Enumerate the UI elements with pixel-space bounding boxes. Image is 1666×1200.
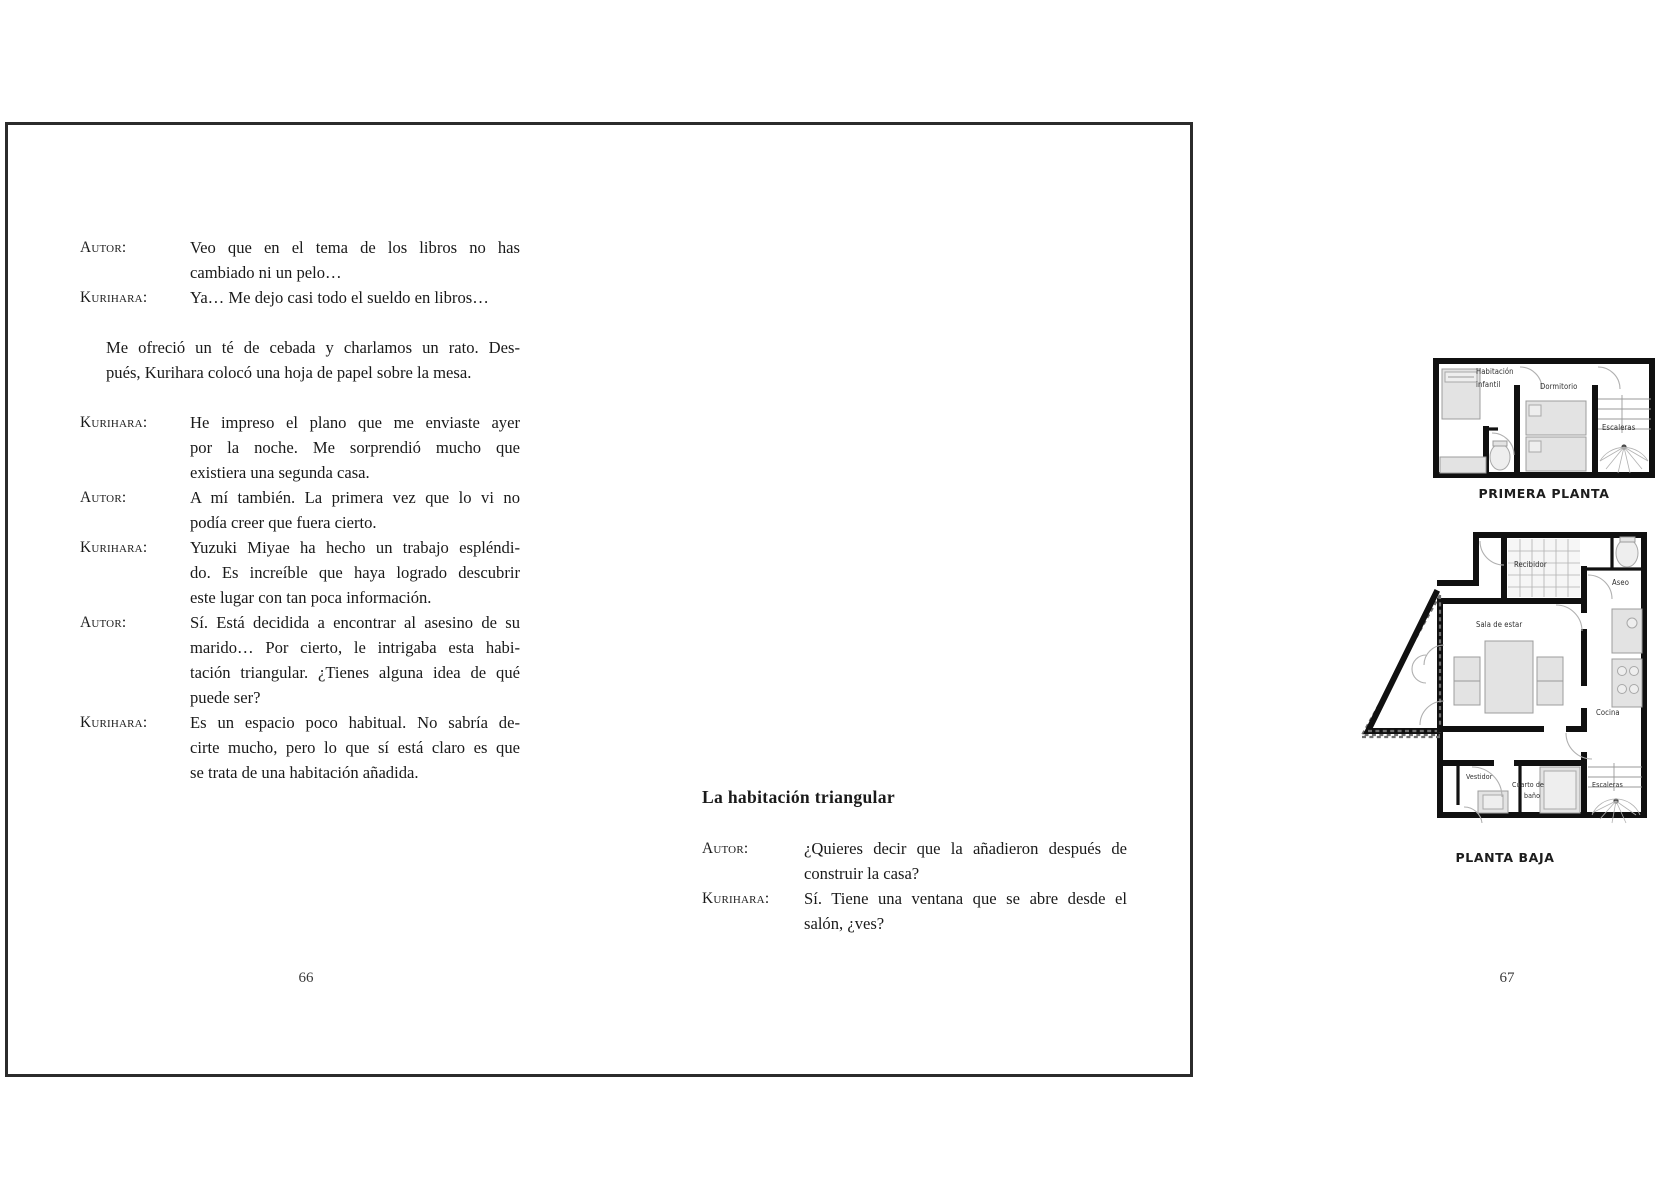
dialogue-text: marido… Por cierto, le intrigaba esta habi- [190, 638, 520, 657]
room-label-toilet: Aseo [1612, 578, 1630, 587]
right-page-text-column [702, 785, 1127, 936]
dialogue-text: salón, ¿ves? [804, 914, 885, 933]
paragraph-spacer [80, 310, 520, 335]
room-label-stairs-ground: Escaleras [1592, 781, 1623, 789]
dialogue-line [80, 485, 520, 535]
dialogue-text: Ya… Me dejo casi todo el sueldo en libros… [190, 288, 489, 307]
page-number-right: 67 [1499, 970, 1515, 986]
room-label-bathroom-2: baño [1524, 792, 1541, 800]
room-label-entrance: Recibidor [1514, 560, 1547, 569]
dialogue-text: Es un espacio poco habitual. No sabría de- [190, 713, 520, 732]
dialogue-line [702, 836, 1127, 886]
ground-floor-caption: PLANTA BAJA [1455, 850, 1555, 865]
dialogue-text: puede ser? [190, 688, 261, 707]
paragraph-spacer [80, 385, 520, 410]
dialogue-line [80, 710, 520, 785]
dialogue-text: tación triangular. ¿Tienes alguna idea de qué [190, 663, 520, 682]
room-label-stairs: Escaleras [1602, 423, 1636, 432]
dialogue-text: Veo que en el tema de los libros no has [190, 238, 520, 257]
dialogue-text: podía creer que fuera cierto. [190, 513, 377, 532]
dialogue-text: este lugar con tan poca información. [190, 588, 432, 607]
room-label-child-bedroom-2: infantil [1476, 380, 1501, 389]
section-heading: La habitación triangular [702, 787, 895, 807]
dialogue-line [80, 410, 520, 485]
first-floor-plan-svg [1432, 357, 1656, 479]
paragraph-line: Me ofreció un té de cebada y charlamos un rato. Des- [106, 338, 520, 357]
first-floor-caption: PRIMERA PLANTA [1478, 486, 1610, 501]
room-label-bathroom: Cuarto de [1512, 781, 1544, 789]
dialogue-text: se trata de una habitación añadida. [190, 763, 419, 782]
paragraph-line: pués, Kurihara colocó una hoja de papel sobre la mesa. [106, 363, 472, 382]
dialogue-text: ¿Quieres decir que la añadieron después de [804, 839, 1127, 858]
speaker-label: Kurihara: [702, 890, 770, 907]
floor-plan-ground-floor [1344, 523, 1666, 865]
dialogue-text: Yuzuki Miyae ha hecho un trabajo espléndi- [190, 538, 520, 557]
speaker-label: Kurihara: [80, 714, 148, 731]
dialogue-text: A mí también. La primera vez que lo vi no [190, 488, 520, 507]
dialogue-text: cirte mucho, pero lo que sí está claro es que [190, 738, 520, 757]
dialogue-text: por la noche. Me sorprendió mucho que [190, 438, 520, 457]
room-label-child-bedroom: Habitación [1476, 367, 1514, 376]
room-label-dressing-room: Vestidor [1466, 773, 1493, 781]
dialogue-text: cambiado ni un pelo… [190, 263, 342, 282]
speaker-label: Kurihara: [80, 414, 148, 431]
speaker-label: Autor: [80, 489, 127, 506]
page-number-left: 66 [298, 970, 314, 986]
floor-plan-first-floor [1432, 357, 1656, 501]
dialogue-text: Sí. Está decidida a encontrar al asesino de su [190, 613, 520, 632]
dialogue-line [80, 285, 520, 310]
ground-floor-plan-svg [1344, 523, 1666, 843]
narrative-paragraph [80, 335, 520, 385]
book-page-spread [5, 122, 1636, 1077]
dialogue-line [80, 535, 520, 610]
speaker-label: Autor: [80, 614, 127, 631]
room-label-bedroom: Dormitorio [1540, 382, 1578, 391]
speaker-label: Autor: [80, 239, 127, 256]
room-label-living-room: Sala de estar [1476, 620, 1523, 629]
dialogue-line [702, 886, 1127, 936]
dialogue-text: He impreso el plano que me enviaste ayer [190, 413, 520, 432]
left-page-text-column [80, 235, 520, 785]
dialogue-line [80, 235, 520, 285]
page-right [602, 125, 1636, 1074]
dialogue-line [80, 610, 520, 710]
dialogue-text: existiera una segunda casa. [190, 463, 370, 482]
dialogue-text: do. Es increíble que haya logrado descubrir [190, 563, 520, 582]
page-left [8, 125, 602, 1074]
speaker-label: Kurihara: [80, 539, 148, 556]
speaker-label: Autor: [702, 840, 749, 857]
speaker-label: Kurihara: [80, 289, 148, 306]
room-label-kitchen: Cocina [1596, 708, 1620, 717]
dialogue-text: Sí. Tiene una ventana que se abre desde el [804, 889, 1127, 908]
dialogue-text: construir la casa? [804, 864, 920, 883]
